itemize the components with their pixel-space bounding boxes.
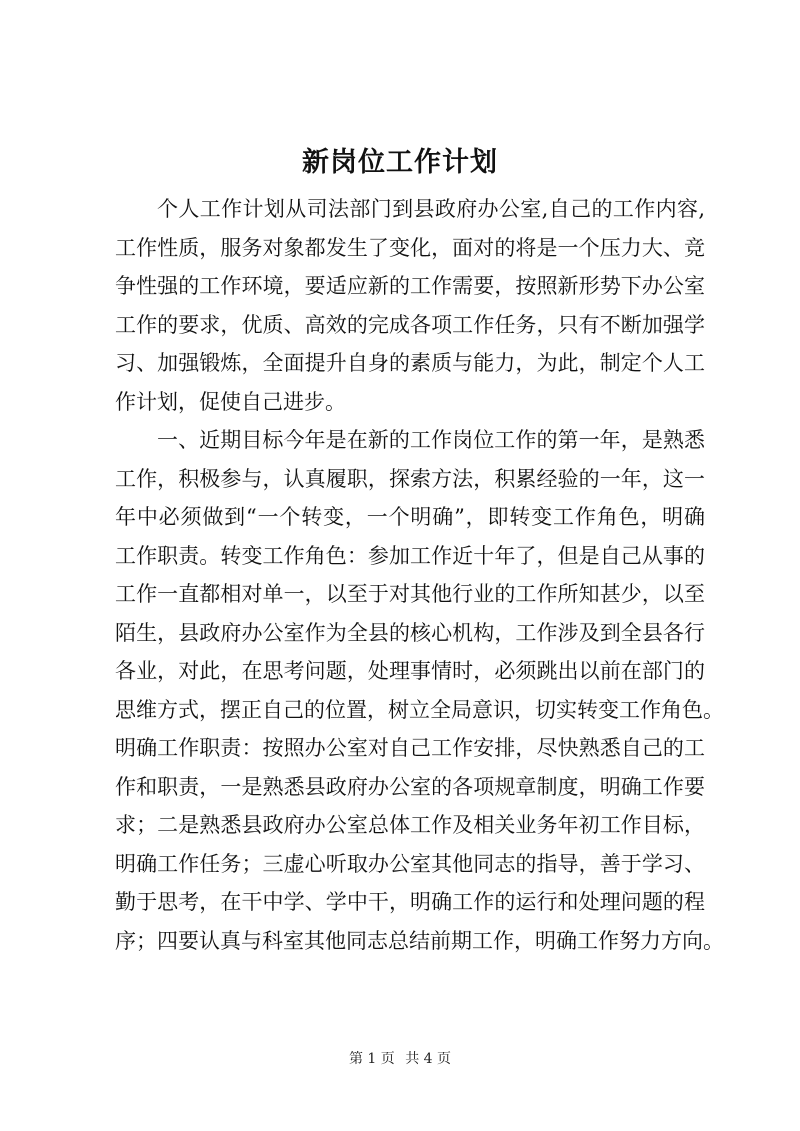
page-number: 第 1 页 [348, 1051, 395, 1067]
paragraph-1-line-6: 作计划，促使自己进步。 [115, 389, 346, 414]
document-title: 新岗位工作计划 [302, 147, 498, 178]
paragraph-2-line-7: 各业，对此，在思考问题，处理事情时，必须跳出以前在部门的 [115, 659, 705, 683]
paragraph-2-line-1: 一、近期目标今年是在新的工作岗位工作的第一年，是熟悉 [157, 428, 705, 452]
paragraph-1-line-1: 个人工作计划从司法部门到县政府办公室,自己的工作内容, [157, 197, 705, 221]
document-body [115, 190, 724, 960]
paragraph-1-line-5: 习、加强锻炼，全面提升自身的素质与能力，为此，制定个人工 [115, 351, 705, 375]
paragraph-2-line-12: 明确工作任务；三虚心听取办公室其他同志的指导，善于学习、 [115, 851, 705, 876]
paragraph-2-line-3: 年中必须做到“一个转变，一个明确”，即转变工作角色，明确 [115, 505, 705, 529]
paragraph-2-line-5: 工作一直都相对单一，以至于对其他行业的工作所知甚少，以至 [115, 582, 705, 606]
page-total: 共 4 页 [405, 1051, 452, 1067]
paragraph-2-line-11: 求；二是熟悉县政府办公室总体工作及相关业务年初工作目标， [115, 813, 705, 837]
paragraph-2-line-14: 序；四要认真与科室其他同志总结前期工作，明确工作努力方向。 [115, 928, 724, 953]
paragraph-2-line-9: 明确工作职责：按照办公室对自己工作安排，尽快熟悉自己的工 [115, 736, 705, 760]
paragraph-2-line-13: 勤于思考，在干中学、学中干，明确工作的运行和处理问题的程 [115, 890, 705, 914]
paragraph-1-line-4: 工作的要求，优质、高效的完成各项工作任务，只有不断加强学 [115, 312, 705, 337]
paragraph-1-line-3: 争性强的工作环境，要适应新的工作需要，按照新形势下办公室 [115, 274, 705, 298]
paragraph-2-line-4: 工作职责。转变工作角色：参加工作近十年了，但是自己从事的 [115, 543, 705, 568]
paragraph-2-line-10: 作和职责，一是熟悉县政府办公室的各项规章制度，明确工作要 [115, 774, 705, 799]
page-footer [0, 1048, 800, 1068]
paragraph-2-line-8: 思维方式，摆正自己的位置，树立全局意识，切实转变工作角色。 [115, 697, 724, 722]
paragraph-2-line-2: 工作，积极参与，认真履职，探索方法，积累经验的一年，这一 [115, 466, 705, 491]
paragraph-2-line-6: 陌生，县政府办公室作为全县的核心机构，工作涉及到全县各行 [115, 620, 705, 645]
paragraph-1-line-2: 工作性质，服务对象都发生了变化，面对的将是一个压力大、竞 [115, 235, 705, 260]
